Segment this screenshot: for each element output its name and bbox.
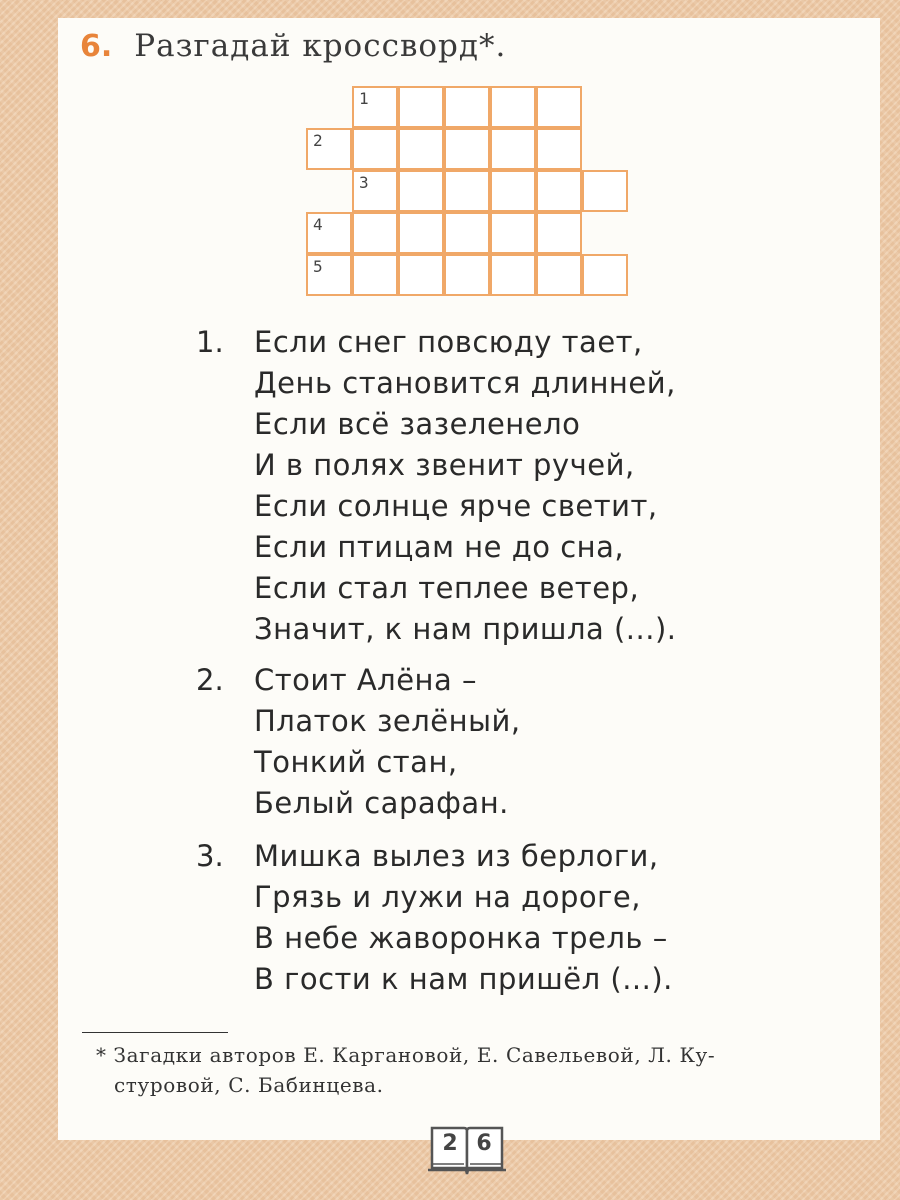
task-title: Разгадай кроссворд*. — [134, 28, 507, 64]
crossword-cell[interactable] — [306, 212, 352, 254]
crossword-cell[interactable] — [352, 170, 398, 212]
riddle-line: В небе жаворонка трель – — [254, 921, 668, 955]
riddle-line: Платок зелёный, — [254, 704, 521, 738]
page-number-digit: 2 — [442, 1131, 458, 1156]
riddle-line: Если стал теплее ветер, — [254, 571, 640, 605]
crossword-clue-number: 2 — [313, 131, 323, 150]
footnote-divider — [82, 1032, 228, 1033]
crossword-cell[interactable] — [398, 170, 444, 212]
riddle-line: И в полях звенит ручей, — [254, 448, 635, 482]
crossword-clue-number: 5 — [313, 257, 323, 276]
crossword-cell[interactable] — [490, 86, 536, 128]
riddle-line: Грязь и лужи на дороге, — [254, 880, 641, 914]
crossword-cell[interactable] — [490, 254, 536, 296]
crossword-cell[interactable] — [490, 128, 536, 170]
crossword-cell[interactable] — [536, 170, 582, 212]
crossword-cell[interactable] — [444, 254, 490, 296]
riddle-line: Если птицам не до сна, — [254, 530, 625, 564]
riddle-number: 2. — [196, 663, 224, 697]
crossword-cell[interactable] — [536, 128, 582, 170]
crossword-cell[interactable] — [352, 254, 398, 296]
crossword-grid — [0, 0, 900, 320]
crossword-cell[interactable] — [398, 254, 444, 296]
crossword-cell[interactable] — [536, 212, 582, 254]
crossword-cell[interactable] — [444, 170, 490, 212]
crossword-cell[interactable] — [352, 86, 398, 128]
footnote — [96, 1040, 856, 1100]
crossword-cell[interactable] — [444, 86, 490, 128]
crossword-cell[interactable] — [536, 254, 582, 296]
crossword-clue-number: 3 — [359, 173, 369, 192]
crossword-cell[interactable] — [536, 86, 582, 128]
crossword-clue-number: 4 — [313, 215, 323, 234]
riddle-line: Тонкий стан, — [254, 745, 458, 779]
crossword-cell[interactable] — [306, 254, 352, 296]
riddle-line: Если всё зазеленело — [254, 407, 581, 441]
riddle-line: В гости к нам пришёл (...). — [254, 962, 673, 996]
riddle-line: Если солнце ярче светит, — [254, 489, 658, 523]
crossword-cell[interactable] — [398, 86, 444, 128]
footnote-line: * Загадки авторов Е. Каргановой, Е. Савельевой, Л. Ку- — [96, 1043, 716, 1067]
crossword-cell[interactable] — [352, 212, 398, 254]
page-number-badge — [426, 1124, 508, 1180]
footnote-line: стуровой, С. Бабинцева. — [114, 1073, 384, 1097]
crossword-cell[interactable] — [444, 128, 490, 170]
task-number: 6. — [80, 29, 113, 64]
crossword-cell[interactable] — [582, 170, 628, 212]
crossword-cell[interactable] — [582, 254, 628, 296]
riddle-line: Белый сарафан. — [254, 786, 509, 820]
page-number-digit: 6 — [476, 1131, 492, 1156]
riddle-line: Стоит Алёна – — [254, 663, 478, 697]
crossword-cell[interactable] — [444, 212, 490, 254]
crossword-cell[interactable] — [306, 128, 352, 170]
crossword-cell[interactable] — [490, 212, 536, 254]
riddle-line: Если снег повсюду тает, — [254, 325, 643, 359]
crossword-cell[interactable] — [490, 170, 536, 212]
crossword-clue-number: 1 — [359, 89, 369, 108]
riddle-line: Значит, к нам пришла (...). — [254, 612, 677, 646]
riddle-line: Мишка вылез из берлоги, — [254, 839, 659, 873]
crossword-cell[interactable] — [398, 212, 444, 254]
riddle-number: 1. — [196, 325, 224, 359]
riddle-line: День становится длинней, — [254, 366, 676, 400]
riddle-number: 3. — [196, 839, 224, 873]
crossword-cell[interactable] — [398, 128, 444, 170]
crossword-cell[interactable] — [352, 128, 398, 170]
